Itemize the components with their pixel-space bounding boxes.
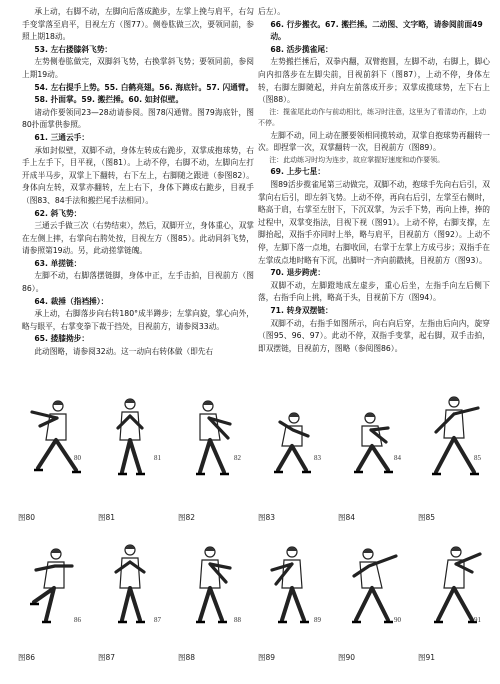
martial-arts-pose-illustration	[410, 388, 490, 484]
figure-caption: 图83	[258, 513, 276, 522]
figure-number-mark: 88	[234, 616, 241, 624]
figure-number-mark: 82	[234, 454, 241, 462]
figure-number-mark: 80	[74, 454, 81, 462]
body-paragraph: 承上动，右脚落步向右转180°成半蹲步；左掌向旋，掌心向外，略与眼平，右掌变拳下裁于挡处，目视前方，请参阅33动。	[22, 309, 254, 331]
body-paragraph: 诸动作要领同23—28动请参阅。图78闪通臂。图79海底针，图80扑面掌供参照。	[22, 107, 254, 130]
section-heading: 68. 活步揽雀尾：	[270, 44, 333, 54]
martial-arts-pose-illustration	[90, 388, 170, 484]
figure-number-mark: 81	[154, 454, 161, 462]
figure-80	[10, 388, 90, 522]
body-paragraph: 左势搬拦捶后，双拳内翻，双臂抱圆，左脚不动，右脚上，脚心向内扣落步在左脚尖前，目视前斜下（图87），上动不停，身体左转，右脚左脚随起，并向左前落成开步；双掌成揽球势，左下右上（图88）。	[258, 57, 490, 105]
section-heading: 69. 上步七星：	[270, 167, 326, 177]
martial-arts-pose-illustration	[170, 388, 250, 484]
figure-number-mark: 90	[394, 616, 401, 624]
body-paragraph: 左脚不动，同上动在腰要领相同揽转动，双掌自抱球势再翻转一次。即捏掌一次，双掌翻转一次，目视前方（图89）。	[258, 130, 490, 153]
section-heading: 54. 左右提手上势。55. 白鹤亮翅。56. 海底针。57. 闪通臂。58. 扑面掌。59. 搬拦捶。60. 如封似壁。	[34, 82, 254, 105]
martial-arts-pose-illustration	[250, 388, 330, 484]
figure-caption: 图81	[98, 513, 116, 522]
section-heading: 62. 斜飞势：	[34, 208, 82, 218]
figure-81	[90, 388, 170, 522]
martial-arts-pose-illustration	[10, 388, 90, 484]
figure-82	[170, 388, 250, 522]
body-paragraph: 承上动，右脚不动，左脚向后落成跪步，左掌上挽与肩平，右勾手变掌落至肩平，目视左方（图77）。侧卷肱做三次，要领同前，参照上期18动。	[22, 7, 254, 42]
body-paragraph: 图89活步揽雀尾第三动做完，双脚不动，抱球手先向右后引，双掌向右后引，即左斜飞势。上动不停，再向右后引，左掌至右侧时，略高于肩，右掌至左肘下，下沉双掌，为云手下势，再向上捧，捧的过程中，双掌变指法，目视下视（图91）。上动不停，右脚支撑，左脚抬起，双指手亦同时上举，略与肩平，目视前方（图92）。上动不停，左脚下落一点地，右脚收回，右掌于左掌上方成弓步；双指手在左掌成点地时略有下沉，出脚时一齐向前戳挑，目视前方（图93）。	[258, 180, 490, 265]
figure-number-mark: 84	[394, 454, 401, 462]
figure-number-mark: 87	[154, 616, 161, 624]
figure-caption: 图82	[178, 513, 196, 522]
figure-caption: 图89	[258, 653, 276, 662]
section-heading: 53. 左右搂膝斜飞势：	[34, 44, 113, 54]
figure-caption: 图88	[178, 653, 196, 662]
section-heading: 66. 行步搬衣。67. 搬拦捶。二动图、文字略，请参阅前面49动。	[270, 19, 483, 42]
section-heading: 65. 搂膝拗步：	[34, 334, 90, 344]
figure-caption: 图87	[98, 653, 116, 662]
section-heading: 64. 裁捶（指裆捶）：	[34, 296, 109, 306]
figure-caption: 图91	[418, 653, 436, 662]
figure-85	[410, 388, 490, 522]
left-text-column	[22, 6, 254, 359]
section-heading: 71. 转身双摆链：	[270, 305, 333, 315]
figure-89	[250, 536, 330, 662]
figure-number-mark: 86	[74, 616, 81, 624]
figure-88	[170, 536, 250, 662]
note-paragraph: 注：此动练习时均为连步，故应掌握好速度和动作要领。	[269, 155, 445, 164]
section-heading: 61. 三通云手：	[34, 132, 90, 142]
section-heading: 70. 退步跨虎：	[270, 268, 326, 278]
body-paragraph: 左脚不动，右脚落摆链脚，身体中正，左手击拍，目视前方（图86）。	[22, 271, 254, 294]
body-paragraph: 双脚不动，左脚蹬地成左虚步，重心后坐，左指手向左后侧下落，右指手向上挑，略高于头，目视前下方（图94）。	[258, 280, 490, 303]
body-paragraph: 承如封似壁，双脚不动，身体左转成右跪步，双掌成抱球势，右手上左手下，目平视，（图81）。上动不停，右脚不动，左脚向左打开成半马步，双掌上下翻转，右下左上，右脚随之跟进（参图82）。身体向左转，双掌亦翻转，左上右下，身体下蹲成右跪步，目视手（图83、84手法和搬拦尾手法相同）。	[22, 145, 254, 205]
figure-91	[410, 536, 490, 662]
figure-number-mark: 85	[474, 454, 481, 462]
martial-arts-pose-illustration	[330, 536, 410, 632]
body-paragraph: 后左）。	[258, 7, 285, 16]
figure-caption: 图90	[338, 653, 356, 662]
figure-90	[330, 536, 410, 662]
body-paragraph: 三通云手做三次（右势结束），然后，双脚开立，身体重心，双掌在左侧上摔，右掌向右胯处按，目视左方（图85）。此动同斜飞势，请参照第19动。另，此动搓掌链魄。	[22, 221, 254, 256]
body-paragraph: 左势侧卷肱做完，双脚斜飞势，右换掌斜飞势；要领同前，参阅上期19动。	[22, 57, 254, 79]
body-paragraph: 双脚不动，右指手如图所示，向右向后穿，左指由后向内，旋穿（图95、96、97）。此动不停，双指手变掌，起右脚，双手击拍，即双摆链，目视前方，图略（参阅图86）。	[258, 318, 490, 353]
figure-83	[250, 388, 330, 522]
figure-84	[330, 388, 410, 522]
figure-number-mark: 89	[314, 616, 321, 624]
martial-arts-pose-illustration	[330, 388, 410, 484]
figure-87	[90, 536, 170, 662]
figure-number-mark: 83	[314, 454, 321, 462]
figure-caption: 图80	[18, 513, 36, 522]
figure-86	[10, 536, 90, 662]
martial-arts-pose-illustration	[250, 536, 330, 632]
martial-arts-pose-illustration	[410, 536, 490, 632]
figure-caption: 图85	[418, 513, 436, 522]
body-paragraph: 此动图略，请参阅32动。这一动向右转体做（即先右	[34, 347, 214, 357]
figure-illustrations	[10, 388, 490, 684]
section-heading: 63. 单搓链：	[34, 258, 82, 268]
martial-arts-pose-illustration	[10, 536, 90, 632]
martial-arts-pose-illustration	[170, 536, 250, 632]
right-text-column	[258, 6, 490, 355]
figure-caption: 图86	[18, 653, 36, 662]
note-paragraph: 注：揽雀尾此动作与前动相比，练习时注意，这里为了看清动作，上动不停。	[258, 107, 487, 128]
martial-arts-pose-illustration	[90, 536, 170, 632]
figure-number-mark: 91	[474, 616, 481, 624]
figure-caption: 图84	[338, 513, 356, 522]
